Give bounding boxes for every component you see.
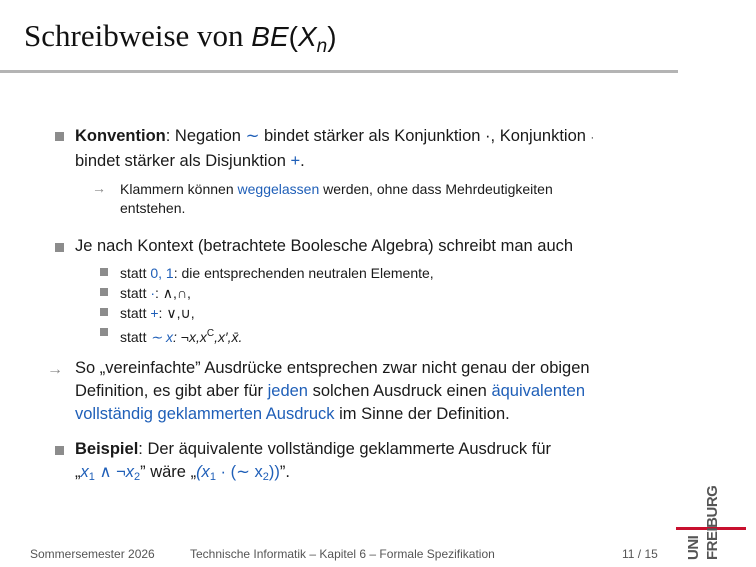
brackets-note-line-2: entstehen. <box>120 200 186 216</box>
bracket-expr-2: · (∼ x <box>215 463 263 481</box>
equivalent-highlight: äquivalenten <box>491 382 586 400</box>
sub-bullet-square-icon <box>100 308 108 316</box>
brackets-text-1: Klammern können <box>120 181 238 197</box>
brackets-note-line-1 <box>120 180 553 199</box>
title-text: Schreibweise von <box>24 18 252 53</box>
example-line-2 <box>75 461 551 489</box>
complement-superscript: C <box>206 328 215 339</box>
context-item-neutral <box>120 264 434 283</box>
bracket-expr-3: )) <box>268 463 280 481</box>
title-x: X <box>297 21 317 52</box>
footer-semester: Sommersemester 2026 <box>30 547 155 561</box>
item-prefix: statt <box>120 329 151 345</box>
quote-close: ”. <box>279 463 290 481</box>
brackets-text-2: werden, ohne dass Mehrdeutigkeiten <box>319 181 553 197</box>
item-prefix: statt <box>120 305 151 321</box>
and-not-symbol: ∧ ¬ <box>94 463 126 481</box>
convention-text-3: , Konjunktion <box>490 127 591 145</box>
quote-open: „ <box>75 463 81 481</box>
title-rule <box>0 70 678 73</box>
slide-title <box>24 18 337 58</box>
item-text: : die entsprechenden neutralen Elemente, <box>173 265 434 281</box>
var-x1: x <box>80 463 89 481</box>
context-item-or <box>120 304 195 323</box>
item-prefix: statt <box>120 285 151 301</box>
logo-freiburg: FREIBURG <box>704 485 721 560</box>
sub-2b: 2 <box>262 471 269 483</box>
title-paren-close: ) <box>327 21 337 52</box>
simplified-text-2: solchen Ausdruck einen <box>307 382 492 400</box>
item-text: : ∧,∩, <box>155 285 191 301</box>
convention-line-2 <box>75 150 594 173</box>
sub-2: 2 <box>134 471 141 483</box>
simplified-line-3 <box>75 403 590 426</box>
item-prefix: statt <box>120 265 151 281</box>
convention-text-2: bindet stärker als Konjunktion <box>259 127 486 145</box>
convention-text-1: : Negation <box>165 127 246 145</box>
every-highlight: jeden <box>267 382 308 400</box>
item-symbol: 0, 1 <box>150 265 174 281</box>
convention-text-4: bindet stärker als Disjunktion <box>75 152 291 170</box>
convention-period: . <box>300 152 305 170</box>
item-symbol: + <box>150 305 159 321</box>
bullet-square-icon <box>55 446 64 455</box>
item-symbol: ∼ x <box>150 329 173 345</box>
bracket-expr-1: (x <box>196 463 210 481</box>
arrow-icon: → <box>47 361 63 378</box>
title-be: BE <box>251 21 289 52</box>
example-bullet <box>75 438 551 489</box>
conjunction-symbol: · <box>485 127 491 145</box>
brackets-note <box>120 180 553 218</box>
bullet-convention <box>75 125 594 173</box>
item-text: : ∨,∪, <box>158 305 195 321</box>
convention-line-1 <box>75 125 594 150</box>
convention-label: Konvention <box>75 127 166 145</box>
footer-course: Technische Informatik – Kapitel 6 – Formale Spezifikation <box>190 547 495 561</box>
conjunction-symbol-2: · <box>590 132 595 144</box>
simplified-line-1: So „vereinfachte” Ausdrücke entsprechen zwar nicht genau der obigen <box>75 359 590 377</box>
sub-bullet-square-icon <box>100 328 108 336</box>
sub-bullet-square-icon <box>100 288 108 296</box>
title-math <box>251 21 337 57</box>
sub-bullet-square-icon <box>100 268 108 276</box>
example-line-1 <box>75 438 551 461</box>
context-item-neg <box>120 324 242 347</box>
bracketed-highlight: vollständig geklammerten Ausdruck <box>75 405 335 423</box>
sub-1: 1 <box>88 471 95 483</box>
disjunction-symbol: + <box>290 152 301 170</box>
var-x2: x <box>125 463 135 481</box>
quote-mid: ” wäre „ <box>140 463 197 481</box>
title-paren-open: ( <box>288 21 298 52</box>
footer-page-number: 11 / 15 <box>622 547 658 561</box>
simplified-text-1: Definition, es gibt aber für <box>75 382 268 400</box>
arrow-icon: → <box>92 180 106 196</box>
university-logo-icon <box>676 480 746 562</box>
simplified-text-3: im Sinne der Definition. <box>334 405 510 423</box>
context-bullet: Je nach Kontext (betrachtete Boolesche Algebra) schreibt man auch <box>75 237 574 255</box>
sub-1b: 1 <box>209 471 216 483</box>
simplified-note <box>75 357 590 426</box>
item-text-2: ,x′,x̄. <box>214 329 243 345</box>
negation-symbol: ∼ <box>245 127 260 145</box>
title-subscript: n <box>316 36 328 57</box>
example-text: : Der äquivalente vollständige geklammerte Ausdruck für <box>138 440 551 458</box>
item-symbol: · <box>150 285 156 301</box>
simplified-line-2 <box>75 380 590 403</box>
omitted-highlight: weggelassen <box>237 181 320 197</box>
bullet-square-icon <box>55 243 64 252</box>
context-item-and <box>120 284 191 303</box>
bullet-square-icon <box>55 132 64 141</box>
logo-uni: UNI <box>685 535 702 560</box>
example-label: Beispiel <box>75 440 139 458</box>
item-text: : ¬x,x <box>172 329 207 345</box>
